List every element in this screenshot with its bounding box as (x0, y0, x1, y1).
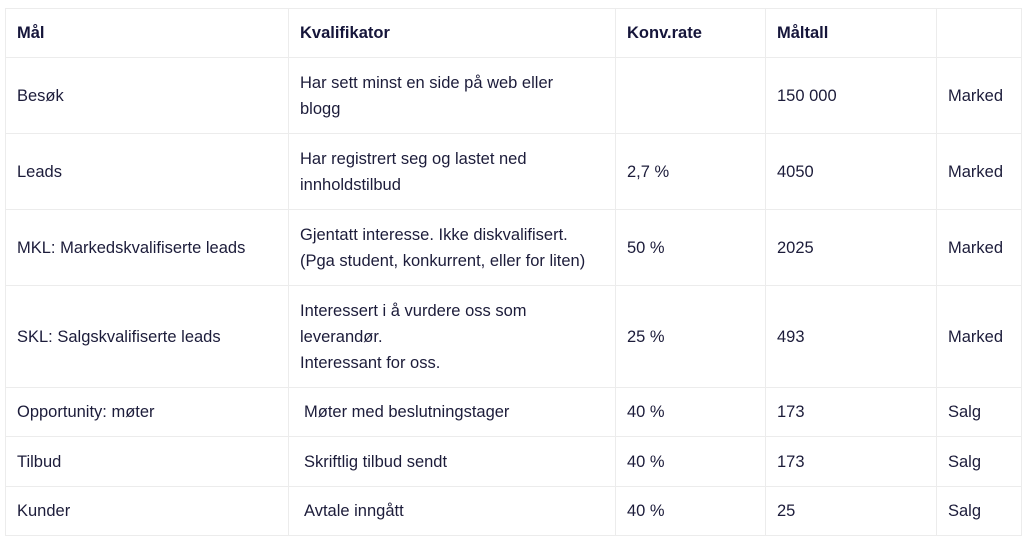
cell-mal: SKL: Salgskvalifiserte leads (6, 286, 289, 388)
table-row (6, 58, 1022, 134)
header-maltall: Måltall (766, 9, 937, 58)
cell-ansvar: Salg (937, 487, 1022, 536)
cell-ansvar: Marked (937, 210, 1022, 286)
cell-mal: Leads (6, 134, 289, 210)
cell-kvalifikator: Møter med beslutningstager (289, 388, 616, 437)
table-row (6, 210, 1022, 286)
cell-maltall: 150 000 (766, 58, 937, 134)
cell-konv-rate: 40 % (616, 487, 766, 536)
cell-maltall: 2025 (766, 210, 937, 286)
goals-table (5, 8, 1022, 536)
header-ansvar (937, 9, 1022, 58)
cell-maltall: 25 (766, 487, 937, 536)
header-konv-rate: Konv.rate (616, 9, 766, 58)
cell-maltall: 4050 (766, 134, 937, 210)
cell-maltall: 173 (766, 437, 937, 487)
cell-ansvar: Marked (937, 134, 1022, 210)
header-mal: Mål (6, 9, 289, 58)
cell-mal: Tilbud (6, 437, 289, 487)
cell-mal: Kunder (6, 487, 289, 536)
cell-konv-rate: 40 % (616, 388, 766, 437)
cell-mal: MKL: Markedskvalifiserte leads (6, 210, 289, 286)
cell-kvalifikator: Skriftlig tilbud sendt (289, 437, 616, 487)
cell-konv-rate: 40 % (616, 437, 766, 487)
cell-kvalifikator: Avtale inngått (289, 487, 616, 536)
table-row (6, 286, 1022, 388)
table-row (6, 437, 1022, 487)
table-row (6, 388, 1022, 437)
cell-kvalifikator: Har registrert seg og lastet ned innholdstilbud (289, 134, 616, 210)
cell-konv-rate (616, 58, 766, 134)
cell-konv-rate: 25 % (616, 286, 766, 388)
cell-ansvar: Marked (937, 58, 1022, 134)
cell-ansvar: Marked (937, 286, 1022, 388)
cell-mal: Opportunity: møter (6, 388, 289, 437)
cell-konv-rate: 50 % (616, 210, 766, 286)
cell-konv-rate: 2,7 % (616, 134, 766, 210)
cell-ansvar: Salg (937, 437, 1022, 487)
cell-kvalifikator: Har sett minst en side på web eller blogg (289, 58, 616, 134)
cell-ansvar: Salg (937, 388, 1022, 437)
cell-kvalifikator: Gjentatt interesse. Ikke diskvalifisert. (Pga student, konkurrent, eller for liten) (289, 210, 616, 286)
table-row (6, 487, 1022, 536)
table-row (6, 134, 1022, 210)
cell-mal: Besøk (6, 58, 289, 134)
header-kvalifikator: Kvalifikator (289, 9, 616, 58)
cell-kvalifikator: Interessert i å vurdere oss som leverandør. Interessant for oss. (289, 286, 616, 388)
cell-maltall: 493 (766, 286, 937, 388)
cell-maltall: 173 (766, 388, 937, 437)
header-row (6, 9, 1022, 58)
